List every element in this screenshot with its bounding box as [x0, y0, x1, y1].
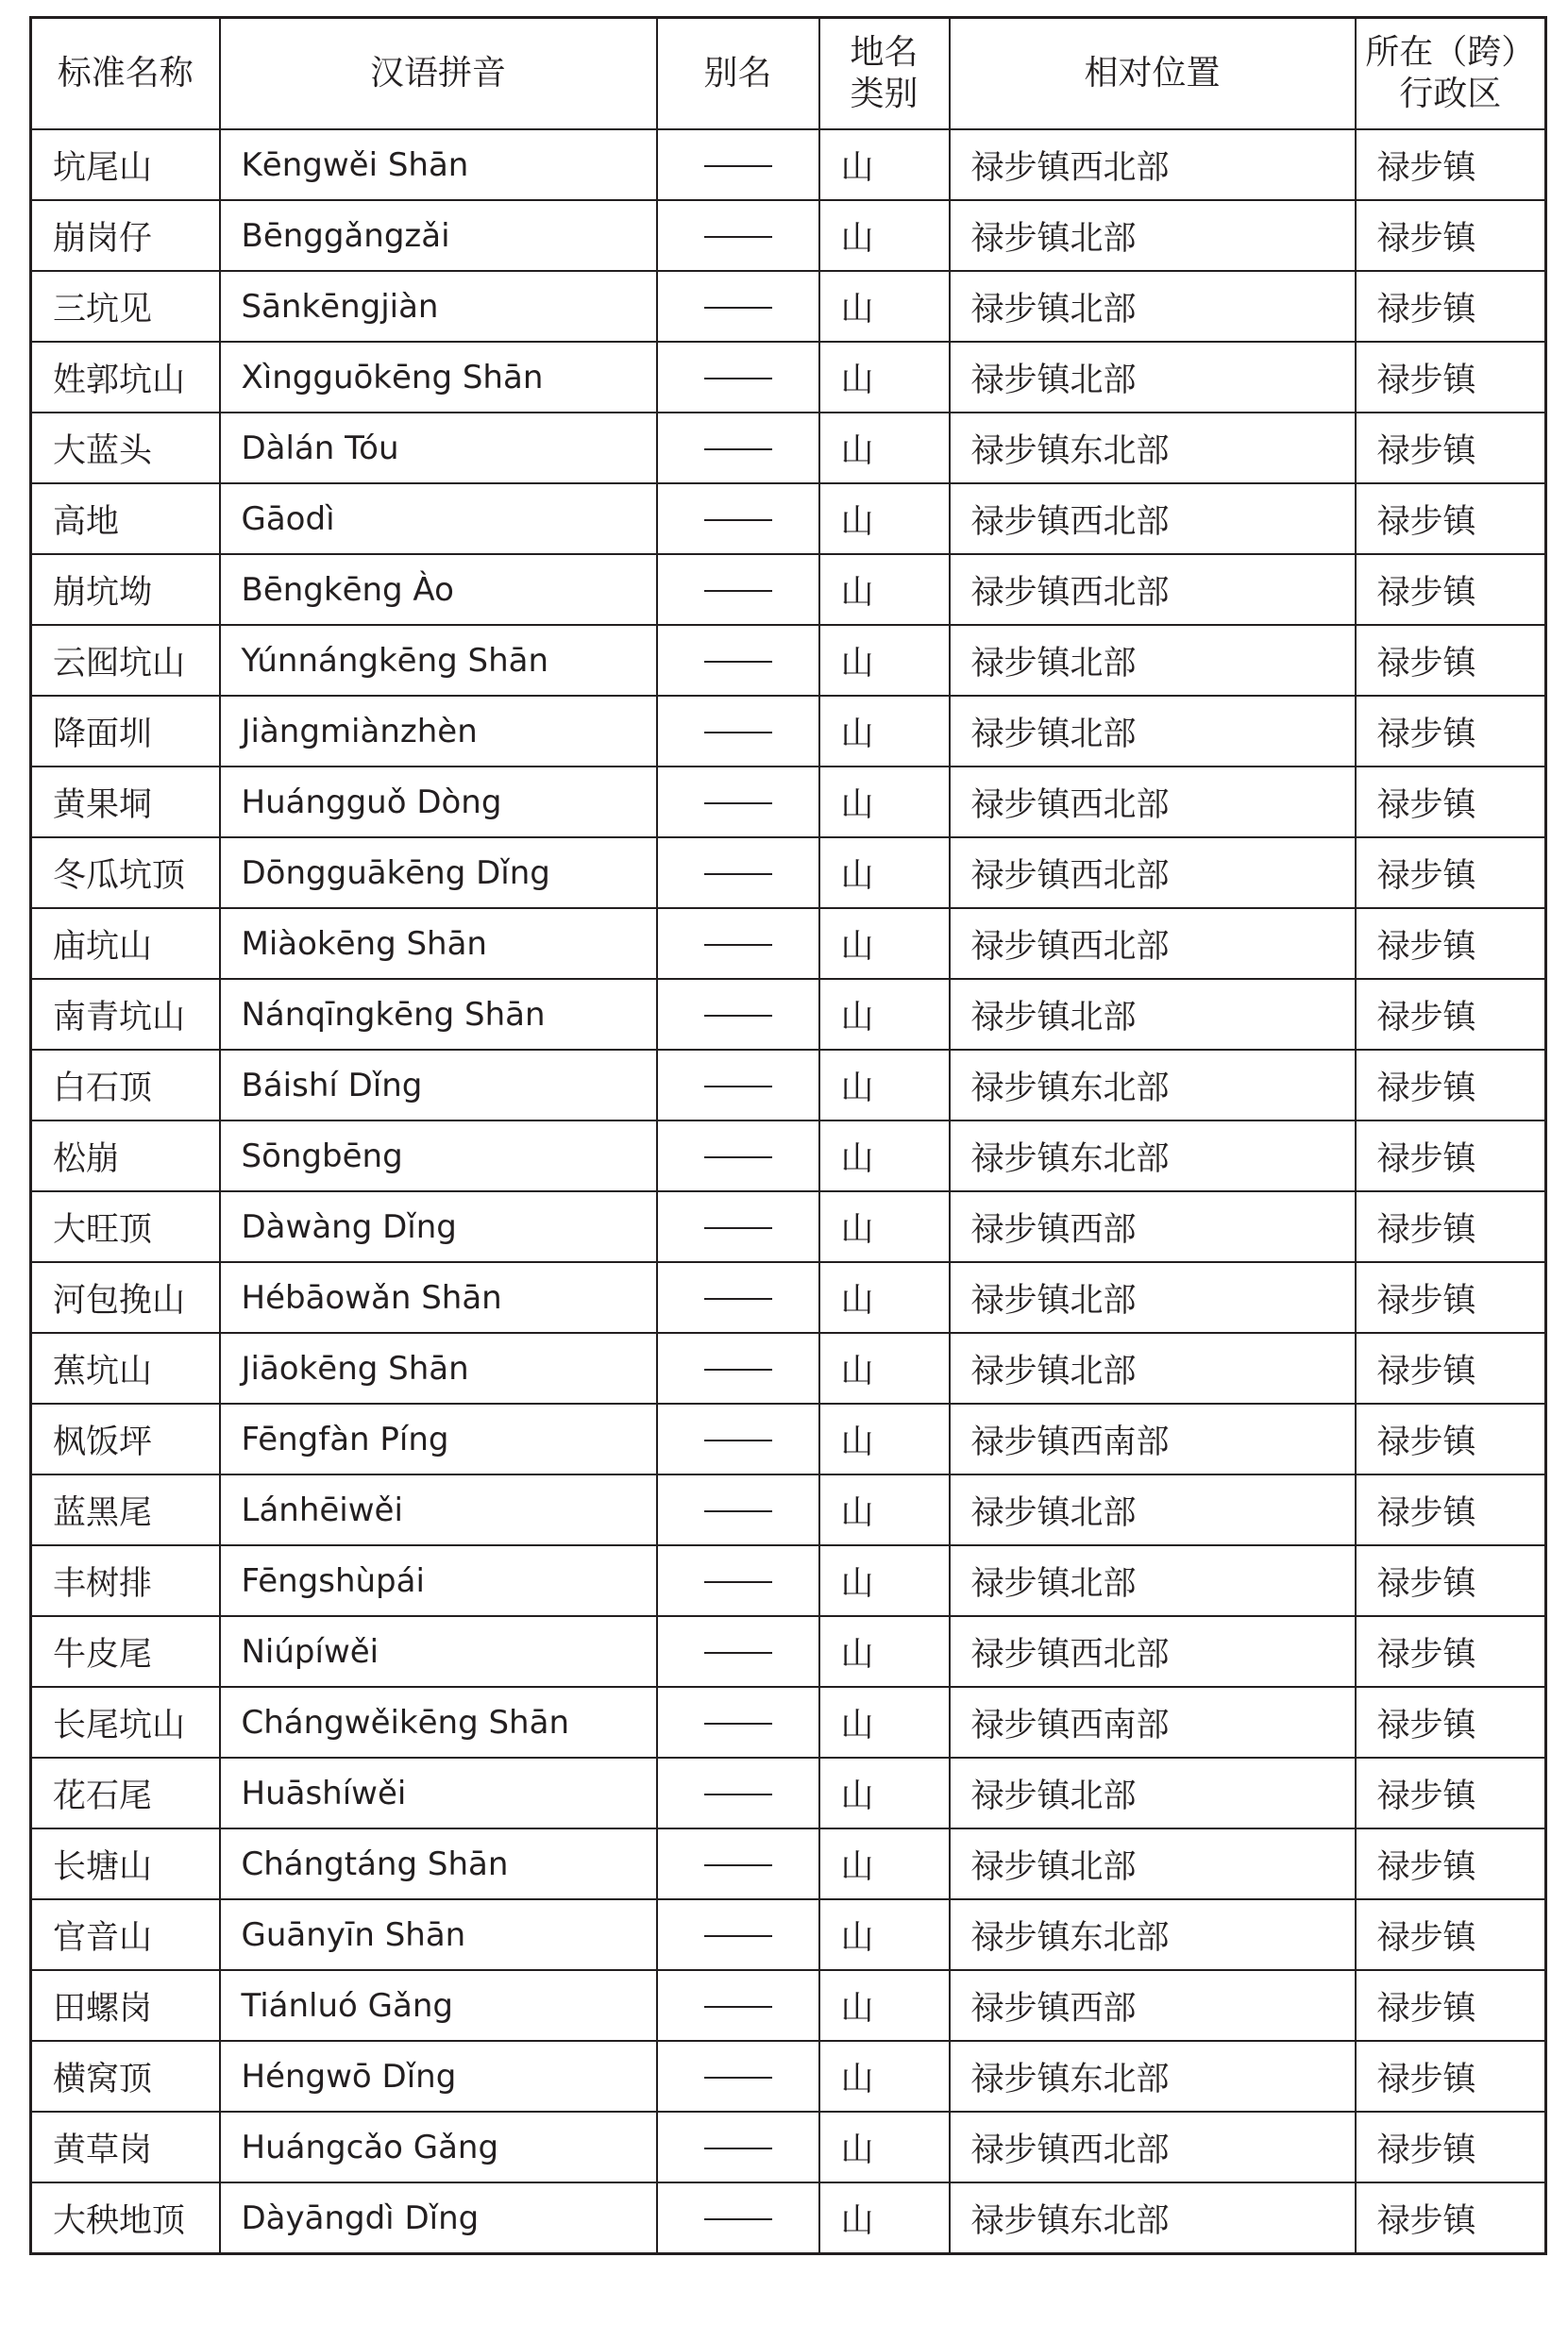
cell-category: 山: [819, 1404, 950, 1474]
cell-district: 禄步镇: [1356, 342, 1546, 413]
empty-dash: [704, 1794, 772, 1795]
header-district: [1356, 18, 1546, 130]
cell-pinyin: Guānyīn Shān: [220, 1899, 657, 1970]
cell-pinyin: Bēngkēng Ào: [220, 554, 657, 625]
empty-dash: [704, 1864, 772, 1866]
cell-standard-name: 黄草岗: [31, 2112, 220, 2182]
cell-pinyin: Gāodì: [220, 483, 657, 554]
cell-category: 山: [819, 483, 950, 554]
cell-district: 禄步镇: [1356, 1262, 1546, 1333]
cell-standard-name: 白石顶: [31, 1050, 220, 1120]
empty-dash: [704, 1440, 772, 1441]
table-row: [31, 1474, 1546, 1545]
table-header: [31, 18, 1546, 130]
cell-alias: [657, 129, 819, 200]
cell-position: 禄步镇西北部: [950, 1616, 1356, 1687]
cell-position: 禄步镇西南部: [950, 1687, 1356, 1758]
cell-category: 山: [819, 767, 950, 837]
cell-category: 山: [819, 837, 950, 908]
table-row: [31, 129, 1546, 200]
cell-position: 禄步镇北部: [950, 1545, 1356, 1616]
cell-position: 禄步镇西南部: [950, 1404, 1356, 1474]
cell-district: 禄步镇: [1356, 271, 1546, 342]
empty-dash: [704, 1298, 772, 1300]
table-row: [31, 554, 1546, 625]
cell-standard-name: 大蓝头: [31, 413, 220, 483]
cell-district: 禄步镇: [1356, 1050, 1546, 1120]
cell-pinyin: Huángcǎo Gǎng: [220, 2112, 657, 2182]
cell-standard-name: 南青坑山: [31, 979, 220, 1050]
cell-alias: [657, 1828, 819, 1899]
empty-dash: [704, 1015, 772, 1017]
cell-alias: [657, 554, 819, 625]
cell-standard-name: 丰树排: [31, 1545, 220, 1616]
cell-category: 山: [819, 1828, 950, 1899]
table-row: [31, 625, 1546, 696]
empty-dash: [704, 732, 772, 733]
cell-district: 禄步镇: [1356, 1687, 1546, 1758]
cell-position: 禄步镇西北部: [950, 129, 1356, 200]
cell-district: 禄步镇: [1356, 200, 1546, 271]
cell-pinyin: Báishí Dǐng: [220, 1050, 657, 1120]
cell-category: 山: [819, 1545, 950, 1616]
table-row: [31, 1828, 1546, 1899]
table-row: [31, 200, 1546, 271]
cell-category: 山: [819, 342, 950, 413]
cell-alias: [657, 271, 819, 342]
cell-district: 禄步镇: [1356, 1474, 1546, 1545]
empty-dash: [704, 2148, 772, 2149]
cell-standard-name: 花石尾: [31, 1758, 220, 1828]
cell-pinyin: Kēngwěi Shān: [220, 129, 657, 200]
empty-dash: [704, 448, 772, 450]
cell-category: 山: [819, 2041, 950, 2112]
cell-standard-name: 长塘山: [31, 1828, 220, 1899]
cell-category: 山: [819, 1050, 950, 1120]
cell-position: 禄步镇北部: [950, 625, 1356, 696]
cell-pinyin: Jiāokēng Shān: [220, 1333, 657, 1404]
cell-position: 禄步镇西北部: [950, 837, 1356, 908]
cell-standard-name: 降面圳: [31, 696, 220, 767]
cell-district: 禄步镇: [1356, 2112, 1546, 2182]
cell-category: 山: [819, 979, 950, 1050]
cell-position: 禄步镇北部: [950, 696, 1356, 767]
cell-alias: [657, 1333, 819, 1404]
empty-dash: [704, 378, 772, 379]
cell-alias: [657, 413, 819, 483]
cell-district: 禄步镇: [1356, 1545, 1546, 1616]
table-row: [31, 767, 1546, 837]
table-body: [31, 129, 1546, 2254]
cell-alias: [657, 767, 819, 837]
cell-pinyin: Fēngfàn Píng: [220, 1404, 657, 1474]
cell-position: 禄步镇北部: [950, 1828, 1356, 1899]
cell-position: 禄步镇西北部: [950, 483, 1356, 554]
cell-alias: [657, 1970, 819, 2041]
empty-dash: [704, 236, 772, 238]
table-row: [31, 2182, 1546, 2254]
empty-dash: [704, 1086, 772, 1087]
cell-category: 山: [819, 200, 950, 271]
cell-standard-name: 蕉坑山: [31, 1333, 220, 1404]
cell-position: 禄步镇北部: [950, 200, 1356, 271]
empty-dash: [704, 1723, 772, 1725]
cell-pinyin: Jiàngmiànzhèn: [220, 696, 657, 767]
empty-dash: [704, 1369, 772, 1371]
table-row: [31, 908, 1546, 979]
header-pinyin: 汉语拼音: [220, 18, 657, 130]
header-row: [31, 18, 1546, 130]
cell-standard-name: 大秧地顶: [31, 2182, 220, 2254]
cell-standard-name: 大旺顶: [31, 1191, 220, 1262]
cell-standard-name: 三坑见: [31, 271, 220, 342]
cell-standard-name: 坑尾山: [31, 129, 220, 200]
cell-category: 山: [819, 1191, 950, 1262]
cell-standard-name: 官音山: [31, 1899, 220, 1970]
cell-alias: [657, 342, 819, 413]
cell-pinyin: Niúpíwěi: [220, 1616, 657, 1687]
header-alias: 别名: [657, 18, 819, 130]
empty-dash: [704, 944, 772, 946]
table-row: [31, 696, 1546, 767]
cell-category: 山: [819, 554, 950, 625]
cell-standard-name: 蓝黑尾: [31, 1474, 220, 1545]
cell-position: 禄步镇北部: [950, 1333, 1356, 1404]
cell-district: 禄步镇: [1356, 1828, 1546, 1899]
cell-pinyin: Nánqīngkēng Shān: [220, 979, 657, 1050]
table-row: [31, 1616, 1546, 1687]
cell-category: 山: [819, 1687, 950, 1758]
cell-alias: [657, 625, 819, 696]
cell-district: 禄步镇: [1356, 554, 1546, 625]
cell-standard-name: 河包挽山: [31, 1262, 220, 1333]
cell-district: 禄步镇: [1356, 979, 1546, 1050]
cell-position: 禄步镇东北部: [950, 2041, 1356, 2112]
cell-category: 山: [819, 129, 950, 200]
empty-dash: [704, 590, 772, 592]
empty-dash: [704, 2006, 772, 2008]
table-row: [31, 837, 1546, 908]
cell-alias: [657, 1191, 819, 1262]
table-row: [31, 2041, 1546, 2112]
cell-category: 山: [819, 271, 950, 342]
table-row: [31, 1545, 1546, 1616]
cell-pinyin: Chángwěikēng Shān: [220, 1687, 657, 1758]
header-category-line1: 地名: [850, 33, 919, 72]
empty-dash: [704, 1227, 772, 1229]
empty-dash: [704, 661, 772, 663]
cell-pinyin: Bēnggǎngzǎi: [220, 200, 657, 271]
cell-district: 禄步镇: [1356, 1333, 1546, 1404]
cell-position: 禄步镇东北部: [950, 1050, 1356, 1120]
cell-position: 禄步镇西北部: [950, 554, 1356, 625]
cell-alias: [657, 1404, 819, 1474]
header-category-line2: 类别: [850, 75, 919, 113]
cell-standard-name: 枫饭坪: [31, 1404, 220, 1474]
header-position: 相对位置: [950, 18, 1356, 130]
cell-alias: [657, 483, 819, 554]
empty-dash: [704, 307, 772, 309]
cell-position: 禄步镇北部: [950, 1262, 1356, 1333]
cell-category: 山: [819, 908, 950, 979]
cell-category: 山: [819, 413, 950, 483]
table-row: [31, 342, 1546, 413]
cell-district: 禄步镇: [1356, 767, 1546, 837]
table-row: [31, 2112, 1546, 2182]
cell-district: 禄步镇: [1356, 2041, 1546, 2112]
cell-district: 禄步镇: [1356, 1404, 1546, 1474]
cell-pinyin: Fēngshùpái: [220, 1545, 657, 1616]
cell-alias: [657, 2112, 819, 2182]
cell-standard-name: 庙坑山: [31, 908, 220, 979]
cell-pinyin: Sōngbēng: [220, 1120, 657, 1191]
cell-pinyin: Xìngguōkēng Shān: [220, 342, 657, 413]
cell-position: 禄步镇东北部: [950, 2182, 1356, 2254]
cell-district: 禄步镇: [1356, 129, 1546, 200]
empty-dash: [704, 1652, 772, 1654]
cell-alias: [657, 1120, 819, 1191]
cell-category: 山: [819, 1120, 950, 1191]
cell-category: 山: [819, 1333, 950, 1404]
cell-category: 山: [819, 1899, 950, 1970]
cell-standard-name: 田螺岗: [31, 1970, 220, 2041]
empty-dash: [704, 1581, 772, 1583]
cell-district: 禄步镇: [1356, 625, 1546, 696]
cell-pinyin: Hébāowǎn Shān: [220, 1262, 657, 1333]
cell-pinyin: Yúnnángkēng Shān: [220, 625, 657, 696]
header-district-line2: 行政区: [1399, 75, 1502, 113]
cell-position: 禄步镇西北部: [950, 2112, 1356, 2182]
cell-district: 禄步镇: [1356, 908, 1546, 979]
cell-position: 禄步镇北部: [950, 342, 1356, 413]
table-row: [31, 1899, 1546, 1970]
empty-dash: [704, 802, 772, 804]
empty-dash: [704, 1510, 772, 1512]
cell-alias: [657, 200, 819, 271]
cell-position: 禄步镇北部: [950, 1474, 1356, 1545]
cell-district: 禄步镇: [1356, 2182, 1546, 2254]
cell-category: 山: [819, 1262, 950, 1333]
cell-district: 禄步镇: [1356, 1616, 1546, 1687]
cell-district: 禄步镇: [1356, 837, 1546, 908]
cell-category: 山: [819, 1970, 950, 2041]
header-category: [819, 18, 950, 130]
place-names-table: [29, 16, 1547, 2255]
cell-category: 山: [819, 696, 950, 767]
cell-standard-name: 姓郭坑山: [31, 342, 220, 413]
cell-position: 禄步镇北部: [950, 1758, 1356, 1828]
cell-standard-name: 横窝顶: [31, 2041, 220, 2112]
cell-position: 禄步镇西北部: [950, 908, 1356, 979]
table-row: [31, 1191, 1546, 1262]
cell-alias: [657, 696, 819, 767]
cell-alias: [657, 1616, 819, 1687]
table-row: [31, 1970, 1546, 2041]
cell-alias: [657, 1758, 819, 1828]
empty-dash: [704, 1156, 772, 1158]
cell-standard-name: 崩坑坳: [31, 554, 220, 625]
table-row: [31, 483, 1546, 554]
cell-alias: [657, 2041, 819, 2112]
cell-alias: [657, 1474, 819, 1545]
cell-alias: [657, 979, 819, 1050]
empty-dash: [704, 1935, 772, 1937]
cell-position: 禄步镇西北部: [950, 767, 1356, 837]
cell-category: 山: [819, 625, 950, 696]
cell-standard-name: 崩岗仔: [31, 200, 220, 271]
cell-alias: [657, 2182, 819, 2254]
empty-dash: [704, 2077, 772, 2079]
cell-standard-name: 冬瓜坑顶: [31, 837, 220, 908]
cell-position: 禄步镇北部: [950, 271, 1356, 342]
cell-district: 禄步镇: [1356, 413, 1546, 483]
empty-dash: [704, 519, 772, 521]
empty-dash: [704, 873, 772, 875]
cell-pinyin: Lánhēiwěi: [220, 1474, 657, 1545]
cell-pinyin: Dàwàng Dǐng: [220, 1191, 657, 1262]
cell-district: 禄步镇: [1356, 1899, 1546, 1970]
header-standard-name: 标准名称: [31, 18, 220, 130]
cell-category: 山: [819, 1474, 950, 1545]
cell-standard-name: 高地: [31, 483, 220, 554]
table-row: [31, 1120, 1546, 1191]
table-row: [31, 1333, 1546, 1404]
cell-position: 禄步镇西部: [950, 1970, 1356, 2041]
cell-position: 禄步镇东北部: [950, 1120, 1356, 1191]
cell-pinyin: Dàlán Tóu: [220, 413, 657, 483]
table-row: [31, 1050, 1546, 1120]
empty-dash: [704, 165, 772, 167]
cell-district: 禄步镇: [1356, 696, 1546, 767]
empty-dash: [704, 2218, 772, 2220]
table-row: [31, 1758, 1546, 1828]
cell-district: 禄步镇: [1356, 483, 1546, 554]
table-row: [31, 1687, 1546, 1758]
cell-position: 禄步镇北部: [950, 979, 1356, 1050]
cell-standard-name: 长尾坑山: [31, 1687, 220, 1758]
table-row: [31, 1262, 1546, 1333]
cell-pinyin: Chángtáng Shān: [220, 1828, 657, 1899]
cell-pinyin: Tiánluó Gǎng: [220, 1970, 657, 2041]
cell-pinyin: Dōngguākēng Dǐng: [220, 837, 657, 908]
cell-district: 禄步镇: [1356, 1191, 1546, 1262]
gazetteer-page: [29, 16, 1544, 2255]
cell-alias: [657, 1050, 819, 1120]
cell-district: 禄步镇: [1356, 1970, 1546, 2041]
cell-position: 禄步镇西部: [950, 1191, 1356, 1262]
cell-position: 禄步镇东北部: [950, 1899, 1356, 1970]
cell-alias: [657, 908, 819, 979]
table-row: [31, 271, 1546, 342]
cell-pinyin: Héngwō Dǐng: [220, 2041, 657, 2112]
cell-standard-name: 牛皮尾: [31, 1616, 220, 1687]
cell-standard-name: 松崩: [31, 1120, 220, 1191]
cell-category: 山: [819, 2112, 950, 2182]
cell-alias: [657, 1545, 819, 1616]
table-row: [31, 413, 1546, 483]
cell-district: 禄步镇: [1356, 1120, 1546, 1191]
cell-alias: [657, 1687, 819, 1758]
cell-pinyin: Dàyāngdì Dǐng: [220, 2182, 657, 2254]
cell-alias: [657, 1899, 819, 1970]
table-row: [31, 979, 1546, 1050]
cell-pinyin: Miàokēng Shān: [220, 908, 657, 979]
cell-alias: [657, 837, 819, 908]
cell-category: 山: [819, 1758, 950, 1828]
header-district-line1: 所在（跨）: [1365, 33, 1536, 72]
cell-alias: [657, 1262, 819, 1333]
cell-category: 山: [819, 2182, 950, 2254]
cell-pinyin: Sānkēngjiàn: [220, 271, 657, 342]
cell-district: 禄步镇: [1356, 1758, 1546, 1828]
table-row: [31, 1404, 1546, 1474]
cell-standard-name: 黄果垌: [31, 767, 220, 837]
cell-pinyin: Huāshíwěi: [220, 1758, 657, 1828]
cell-standard-name: 云囮坑山: [31, 625, 220, 696]
cell-position: 禄步镇东北部: [950, 413, 1356, 483]
cell-category: 山: [819, 1616, 950, 1687]
cell-pinyin: Huángguǒ Dòng: [220, 767, 657, 837]
